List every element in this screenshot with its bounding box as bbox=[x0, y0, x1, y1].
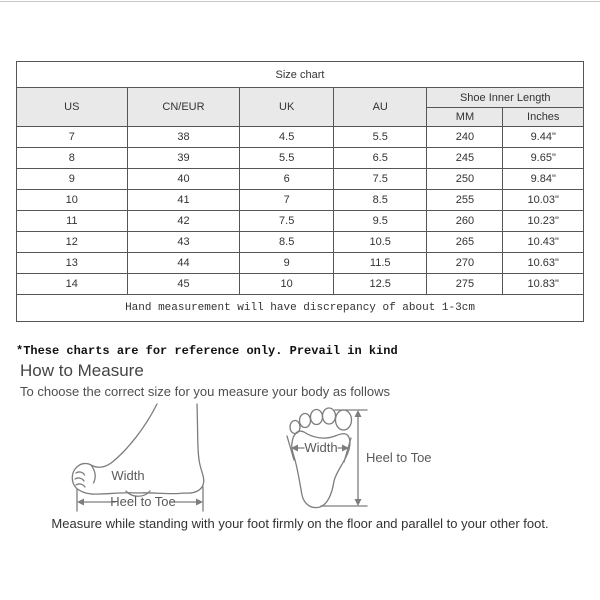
side-width-label: Width bbox=[111, 468, 145, 483]
cell: 13 bbox=[17, 253, 128, 274]
top-divider bbox=[0, 1, 600, 2]
down-arrowhead bbox=[355, 499, 362, 506]
how-to-measure-intro: To choose the correct size for you measure your body as follows bbox=[20, 384, 390, 399]
cell: 10 bbox=[17, 190, 128, 211]
foot-top-view-diagram bbox=[285, 401, 435, 519]
table-title-row bbox=[17, 62, 584, 88]
left-arrowhead bbox=[77, 499, 84, 506]
cell: 12 bbox=[17, 232, 128, 253]
cell: 10 bbox=[240, 274, 334, 295]
column-header-us: US bbox=[17, 88, 128, 127]
side-heel-to-toe-label: Heel to Toe bbox=[110, 494, 176, 509]
cell: 275 bbox=[427, 274, 503, 295]
cell: 7 bbox=[17, 127, 128, 148]
right-arrowhead bbox=[196, 499, 203, 506]
column-header-inches: Inches bbox=[503, 108, 584, 127]
table-header-row bbox=[17, 88, 584, 108]
size-chart-table bbox=[16, 61, 584, 322]
cell: 4.5 bbox=[240, 127, 334, 148]
top-width-label: Width bbox=[304, 440, 338, 455]
table-row bbox=[17, 232, 584, 253]
cell: 9.44" bbox=[503, 127, 584, 148]
cell: 11 bbox=[17, 211, 128, 232]
cell: 14 bbox=[17, 274, 128, 295]
cell: 8.5 bbox=[240, 232, 334, 253]
cell: 42 bbox=[127, 211, 240, 232]
cell: 7 bbox=[240, 190, 334, 211]
cell: 7.5 bbox=[333, 169, 427, 190]
toe bbox=[323, 408, 336, 424]
cell: 250 bbox=[427, 169, 503, 190]
cell: 41 bbox=[127, 190, 240, 211]
column-header-mm: MM bbox=[427, 108, 503, 127]
cell: 10.83" bbox=[503, 274, 584, 295]
cell: 10.43" bbox=[503, 232, 584, 253]
up-arrowhead bbox=[355, 410, 362, 417]
cell: 9 bbox=[17, 169, 128, 190]
column-header-au: AU bbox=[333, 88, 427, 127]
cell: 245 bbox=[427, 148, 503, 169]
cell: 45 bbox=[127, 274, 240, 295]
foot-side-view-diagram bbox=[70, 401, 245, 519]
cell: 8.5 bbox=[333, 190, 427, 211]
table-row bbox=[17, 190, 584, 211]
toe bbox=[300, 414, 311, 428]
cell: 270 bbox=[427, 253, 503, 274]
cell: 39 bbox=[127, 148, 240, 169]
cell: 38 bbox=[127, 127, 240, 148]
cell: 255 bbox=[427, 190, 503, 211]
table-row bbox=[17, 274, 584, 295]
cell: 6 bbox=[240, 169, 334, 190]
toe bbox=[290, 421, 300, 434]
cell: 11.5 bbox=[333, 253, 427, 274]
how-to-measure-heading: How to Measure bbox=[20, 361, 144, 380]
table-row bbox=[17, 148, 584, 169]
cell: 10.23" bbox=[503, 211, 584, 232]
table-row bbox=[17, 253, 584, 274]
arrow-tick bbox=[344, 438, 351, 462]
table-row bbox=[17, 211, 584, 232]
top-heel-to-toe-label: Heel to Toe bbox=[366, 450, 432, 465]
cell: 9.65" bbox=[503, 148, 584, 169]
cell: 12.5 bbox=[333, 274, 427, 295]
toe bbox=[311, 410, 323, 425]
reference-only-note: *These charts are for reference only. Prevail in kind bbox=[16, 344, 398, 358]
measurement-discrepancy-note: Hand measurement will have discrepancy of about 1-3cm bbox=[17, 295, 584, 322]
cell: 265 bbox=[427, 232, 503, 253]
big-toe bbox=[336, 410, 352, 430]
cell: 10.03" bbox=[503, 190, 584, 211]
column-header-uk: UK bbox=[240, 88, 334, 127]
cell: 5.5 bbox=[240, 148, 334, 169]
cell: 240 bbox=[427, 127, 503, 148]
cell: 260 bbox=[427, 211, 503, 232]
cell: 40 bbox=[127, 169, 240, 190]
cell: 9 bbox=[240, 253, 334, 274]
cell: 10.63" bbox=[503, 253, 584, 274]
table-title: Size chart bbox=[17, 62, 584, 88]
size-chart-table-container bbox=[16, 61, 584, 322]
column-header-cn-eur: CN/EUR bbox=[127, 88, 240, 127]
cell: 9.5 bbox=[333, 211, 427, 232]
measuring-instruction-note: Measure while standing with your foot firmly on the floor and parallel to your other foot. bbox=[51, 516, 549, 531]
cell: 10.5 bbox=[333, 232, 427, 253]
table-footnote-row bbox=[17, 295, 584, 322]
cell: 9.84" bbox=[503, 169, 584, 190]
table-row bbox=[17, 127, 584, 148]
cell: 43 bbox=[127, 232, 240, 253]
column-header-inner-length: Shoe Inner Length bbox=[427, 88, 584, 108]
cell: 44 bbox=[127, 253, 240, 274]
table-row bbox=[17, 169, 584, 190]
cell: 6.5 bbox=[333, 148, 427, 169]
cell: 5.5 bbox=[333, 127, 427, 148]
cell: 8 bbox=[17, 148, 128, 169]
cell: 7.5 bbox=[240, 211, 334, 232]
